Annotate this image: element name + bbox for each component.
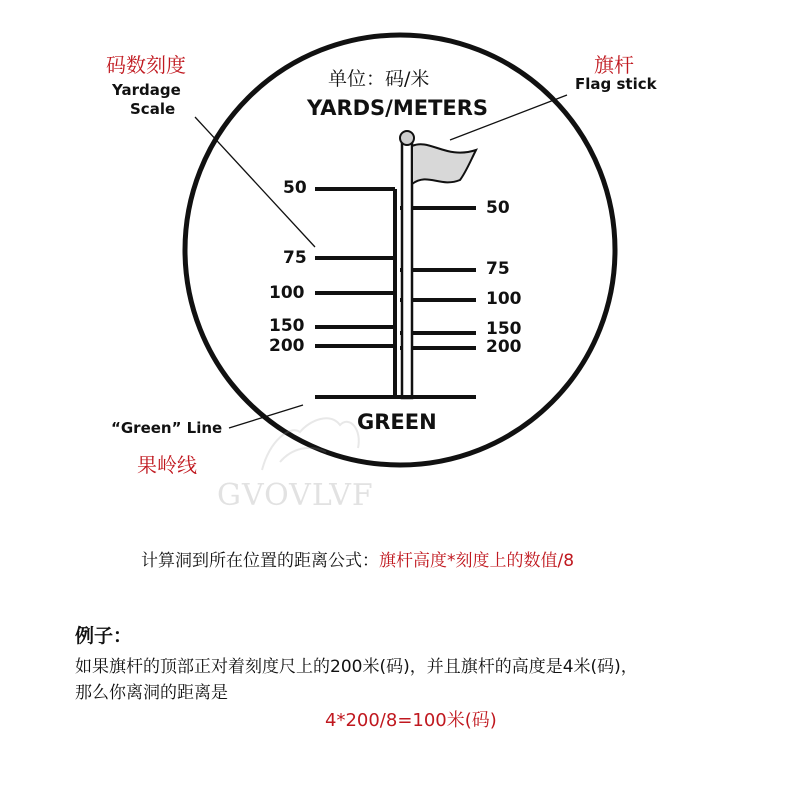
left-scale-label: 75 [283, 248, 307, 268]
flag-icon [412, 144, 476, 184]
formula-prefix: 计算洞到所在位置的距离公式： [141, 551, 379, 571]
left-scale-label: 100 [269, 283, 305, 303]
green-label: GREEN [357, 410, 437, 434]
right-scale-label: 50 [486, 198, 510, 218]
flag-stick [400, 131, 476, 398]
example-result: 4*200/8=100米(码) [325, 710, 497, 731]
green-line-en-label: “Green” Line [111, 419, 223, 437]
flag-ball [400, 131, 414, 145]
formula-expression: 旗杆高度*刻度上的数值/8 [379, 551, 575, 571]
flag-stick-cn-label: 旗杆 [594, 53, 634, 77]
left-scale-label: 200 [269, 336, 305, 356]
unit-en-label: YARDS/METERS [307, 96, 489, 120]
flag-stick-en-label: Flag stick [575, 75, 657, 93]
left-scale-label: 50 [283, 178, 307, 198]
flag-pole [402, 140, 412, 398]
right-scale-label: 100 [486, 289, 522, 309]
example-line-1: 如果旗杆的顶部正对着刻度尺上的200米(码)，并且旗杆的高度是4米(码)， [75, 657, 638, 677]
right-scale-label: 75 [486, 259, 510, 279]
formula-line [141, 546, 574, 571]
green-line-cn-label: 果岭线 [137, 453, 197, 477]
left-yardage-scale [315, 189, 395, 397]
green-line-pointer [229, 405, 303, 428]
watermark-text: GVOVLVF [217, 478, 374, 513]
right-scale-label: 200 [486, 337, 522, 357]
yardage-scale-en-label-1: Yardage [112, 81, 181, 99]
unit-cn-label: 单位：码/米 [328, 68, 430, 90]
example-line-2: 那么你离洞的距离是 [75, 683, 228, 703]
left-scale-label: 150 [269, 316, 305, 336]
yardage-scale-cn-label: 码数刻度 [106, 53, 186, 77]
yardage-scale-en-label-2: Scale [130, 100, 176, 118]
example-heading: 例子： [75, 625, 133, 647]
right-scale-label: 150 [486, 319, 522, 339]
